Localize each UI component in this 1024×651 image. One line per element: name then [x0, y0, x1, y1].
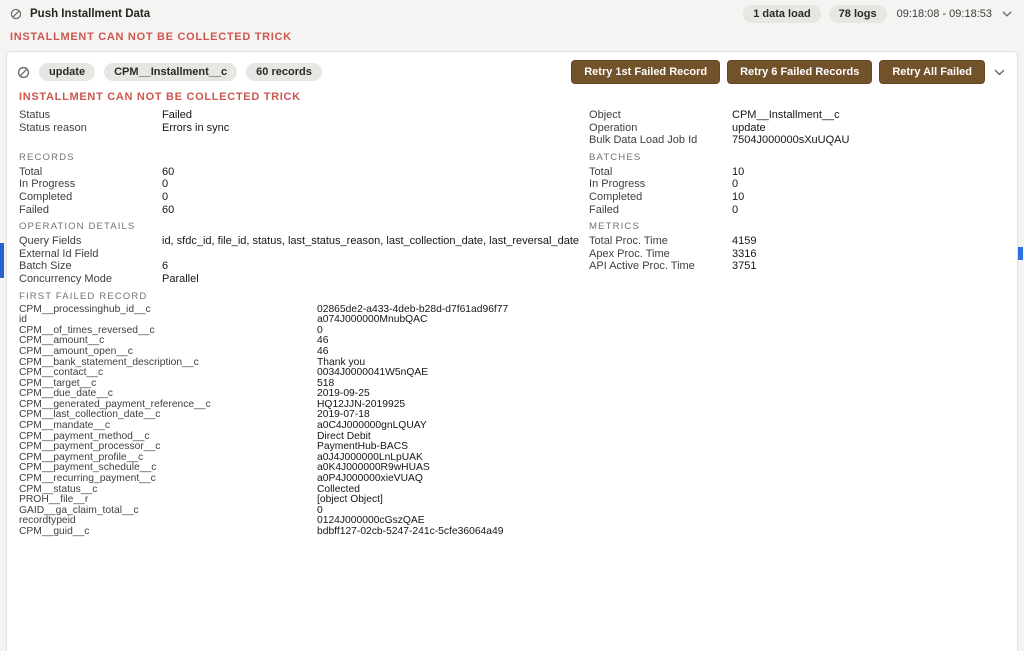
field-value: 2019-07-18 [317, 409, 370, 421]
field-value: bdbff127-02cb-5247-241c-5cfe36064a49 [317, 526, 504, 537]
field-value: a074J000000MnubQAC [317, 314, 428, 326]
field-row [589, 191, 1005, 204]
field-row [589, 260, 1005, 273]
metrics-section [589, 216, 1005, 285]
field-value: Failed [162, 109, 192, 121]
records-section [19, 147, 579, 216]
field-value: 10 [732, 165, 745, 178]
field-row [19, 347, 1005, 358]
first-failed-record-title: FIRST FAILED RECORD [19, 290, 148, 302]
field-row [19, 474, 1005, 485]
field-value: 2019-09-25 [317, 388, 370, 400]
field-label: Status [19, 109, 51, 121]
field-value: 3316 [732, 247, 757, 260]
field-value: 6 [162, 260, 169, 273]
field-label: CPM__processinghub_id__c [19, 303, 151, 315]
operation-details-title: OPERATION DETAILS [19, 221, 136, 233]
top-bar-right [743, 5, 1014, 23]
field-value: 0 [317, 504, 323, 516]
field-label: Failed [19, 203, 49, 216]
field-row [19, 495, 1005, 506]
field-row [19, 315, 1005, 326]
field-value: a0K4J000000R9wHUAS [317, 462, 430, 474]
field-label: External Id Field [19, 247, 99, 260]
field-value: Thank you [317, 356, 366, 368]
field-value: 7504J000000sXuUQAU [732, 134, 850, 147]
field-label: Total [19, 165, 43, 178]
field-row [19, 336, 1005, 347]
left-edge-marker [0, 243, 4, 278]
field-value: 0 [732, 203, 739, 216]
field-row [19, 260, 579, 273]
field-row [19, 273, 579, 286]
first-failed-record-rows [19, 305, 1005, 538]
field-value: 46 [317, 345, 329, 357]
prohibited-icon [17, 66, 30, 79]
field-label: CPM__of_times_reversed__c [19, 324, 155, 336]
field-row [19, 191, 579, 204]
field-row [19, 432, 1005, 443]
card-error-text: INSTALLMENT CAN NOT BE COLLECTED TRICK [19, 91, 301, 103]
field-label: Concurrency Mode [19, 272, 112, 285]
field-label: CPM__recurring_payment__c [19, 473, 156, 485]
field-row [19, 527, 1005, 538]
field-value: update [732, 121, 766, 134]
field-row [19, 463, 1005, 474]
field-value: 3751 [732, 260, 757, 273]
top-bar-left [10, 8, 150, 20]
metrics-title: METRICS [589, 221, 640, 233]
field-value: 0 [162, 178, 169, 191]
field-label: Batch Size [19, 260, 72, 273]
field-value: 10 [732, 190, 745, 203]
field-label: CPM__payment_schedule__c [19, 462, 157, 474]
field-label: In Progress [19, 178, 76, 191]
field-row [589, 109, 1005, 122]
field-row [589, 204, 1005, 217]
card-header [7, 52, 1017, 90]
field-row [19, 204, 579, 217]
error-banner: INSTALLMENT CAN NOT BE COLLECTED TRICK [10, 31, 292, 43]
field-label: id [19, 314, 28, 326]
field-value: 0124J000000cGszQAE [317, 515, 425, 527]
field-label: Completed [589, 190, 643, 203]
field-label: CPM__amount_open__c [19, 345, 133, 357]
field-row [589, 166, 1005, 179]
field-row [19, 506, 1005, 517]
field-label: PROH__file__r [19, 494, 89, 506]
prohibited-icon [10, 8, 22, 20]
field-row [19, 326, 1005, 337]
field-label: CPM__mandate__c [19, 420, 111, 432]
field-row [19, 421, 1005, 432]
top-bar [0, 0, 1024, 25]
scrollbar-thumb[interactable] [1018, 247, 1023, 260]
field-label: CPM__guid__c [19, 526, 90, 537]
field-label: Total Proc. Time [589, 235, 668, 248]
field-row [19, 410, 1005, 421]
field-row [19, 485, 1005, 496]
field-value: Direct Debit [317, 430, 371, 442]
field-label: API Active Proc. Time [589, 260, 695, 273]
field-label: GAID__ga_claim_total__c [19, 504, 139, 516]
operation-details-section [19, 216, 579, 285]
field-label: recordtypeid [19, 515, 76, 527]
field-label: Bulk Data Load Job Id [589, 134, 698, 147]
field-row [589, 178, 1005, 191]
job-summary [589, 109, 1005, 147]
detail-grid [7, 109, 1017, 286]
records-rows [19, 166, 579, 216]
operation-pill: update [39, 63, 95, 81]
card-header-left [17, 63, 322, 81]
field-row [19, 400, 1005, 411]
field-label: CPM__target__c [19, 377, 97, 389]
field-row [19, 122, 579, 135]
field-label: CPM__generated_payment_reference__c [19, 398, 211, 410]
field-value: 0034J0000041W5nQAE [317, 367, 429, 379]
field-row [589, 235, 1005, 248]
field-value: [object Object] [317, 494, 383, 506]
first-failed-record-section [7, 292, 1017, 538]
field-value: Collected [317, 483, 360, 495]
retry-all-failed-button[interactable]: Retry All Failed [879, 60, 985, 84]
field-row [19, 178, 579, 191]
field-row [19, 166, 579, 179]
field-row [19, 305, 1005, 316]
field-label: Query Fields [19, 235, 82, 248]
retry-six-failed-button[interactable]: Retry 6 Failed Records [727, 60, 872, 84]
time-range: 09:18:08 - 09:18:53 [896, 8, 992, 20]
field-row [19, 235, 579, 248]
data-load-card [6, 51, 1018, 651]
status-summary [19, 109, 579, 147]
field-value: a0C4J000000gnLQUAY [317, 420, 427, 432]
field-row [19, 379, 1005, 390]
field-row [19, 248, 579, 261]
records-section-title: RECORDS [19, 151, 75, 163]
field-label: CPM__payment_profile__c [19, 451, 144, 463]
field-row [19, 368, 1005, 379]
field-value: a0P4J000000xieVUAQ [317, 473, 423, 485]
record-count-pill: 60 records [246, 63, 322, 81]
field-label: Object [589, 109, 621, 121]
field-label: Total [589, 165, 613, 178]
field-row [589, 134, 1005, 147]
batches-section [589, 147, 1005, 216]
field-value: a0J4J000000LnLpUAK [317, 451, 423, 463]
logs-badge: 78 logs [829, 5, 887, 23]
field-label: Status reason [19, 121, 87, 134]
field-value: 60 [162, 165, 175, 178]
retry-first-failed-button[interactable]: Retry 1st Failed Record [571, 60, 720, 84]
field-row [589, 122, 1005, 135]
field-value: 02865de2-a433-4deb-b28d-d7f61ad96f77 [317, 303, 509, 315]
operation-details-rows [19, 235, 579, 285]
field-label: CPM__contact__c [19, 367, 104, 379]
card-header-actions [571, 60, 1007, 84]
field-value: HQ12JJN-2019925 [317, 398, 406, 410]
field-label: CPM__due_date__c [19, 388, 113, 400]
field-label: CPM__payment_processor__c [19, 441, 161, 453]
collapse-chevron-icon[interactable] [992, 65, 1007, 80]
field-value: PaymentHub-BACS [317, 441, 408, 453]
field-value: 0 [162, 190, 169, 203]
field-value: 60 [162, 203, 175, 216]
field-value: 4159 [732, 235, 757, 248]
field-value: 518 [317, 377, 335, 389]
batches-rows [589, 166, 1005, 216]
field-row [19, 358, 1005, 369]
field-label: Apex Proc. Time [589, 247, 670, 260]
field-value: 0 [732, 178, 739, 191]
field-label: Operation [589, 121, 638, 134]
field-label: CPM__last_collection_date__c [19, 409, 161, 421]
field-label: Completed [19, 190, 73, 203]
field-row [19, 442, 1005, 453]
field-label: CPM__payment_method__c [19, 430, 150, 442]
field-value: Errors in sync [162, 121, 230, 134]
field-value: 46 [317, 335, 329, 347]
field-value: Parallel [162, 272, 199, 285]
field-label: In Progress [589, 178, 646, 191]
field-label: CPM__status__c [19, 483, 98, 495]
page-title: Push Installment Data [30, 8, 151, 20]
object-pill: CPM__Installment__c [104, 63, 237, 81]
metrics-rows [589, 235, 1005, 273]
chevron-down-icon[interactable] [1000, 7, 1014, 21]
data-load-badge: 1 data load [743, 5, 820, 23]
batches-section-title: BATCHES [589, 151, 642, 163]
field-label: CPM__amount__c [19, 335, 105, 347]
field-label: Failed [589, 203, 619, 216]
field-row [19, 109, 579, 122]
field-value: 0 [317, 324, 323, 336]
field-label: CPM__bank_statement_description__c [19, 356, 199, 368]
field-row [19, 453, 1005, 464]
field-row [19, 516, 1005, 527]
field-value: id, sfdc_id, file_id, status, last_status_reason, last_collection_date, last_reversal_date [162, 235, 580, 248]
field-value: CPM__Installment__c [732, 109, 840, 121]
field-row [589, 248, 1005, 261]
